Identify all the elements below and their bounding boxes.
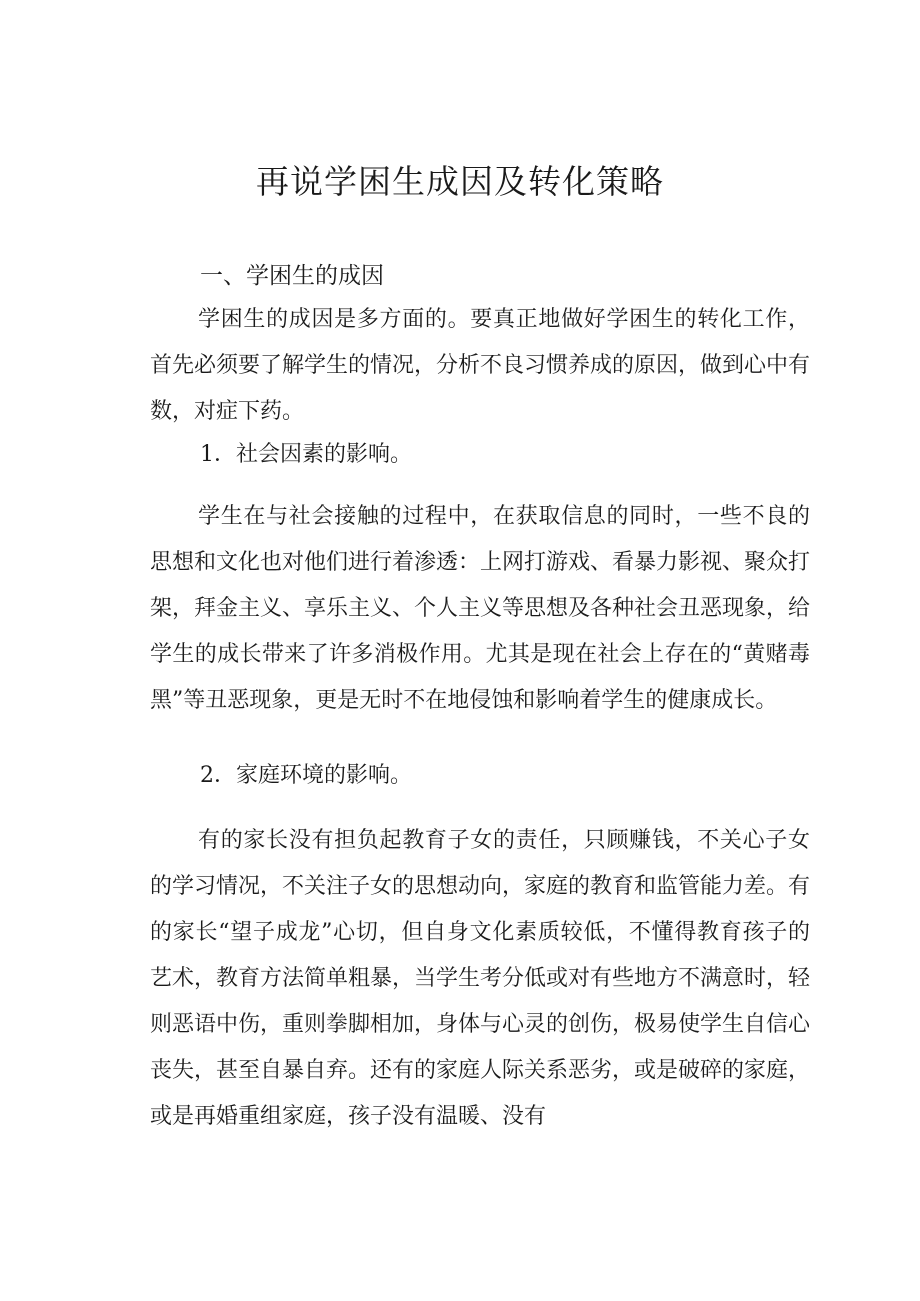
section-heading: 一、学困生的成因 <box>200 263 384 289</box>
subsection-heading-social: 1．社会因素的影响。 <box>200 442 412 467</box>
paragraph-family: 有的家长没有担负起教育子女的责任，只顾赚钱，不关心子女的学习情况，不关注子女的思想动向，家庭的教育和监管能力差。有的家长“望子成龙”心切，但自身文化素质较低，不懂得教育孩子的艺术，教育方法简单粗暴，当学生考分低或对有些地方不满意时，轻则恶语中伤，重则拳脚相加，身体与心灵的创伤，极易使学生自信心丧失，甚至自暴自弃。还有的家庭人际关系恶劣，或是破碎的家庭，或是再婚重组家庭，孩子没有温暖、没有 <box>150 828 811 1129</box>
paragraph-social: 学生在与社会接触的过程中，在获取信息的同时，一些不良的思想和文化也对他们进行着渗透：上网打游戏、看暴力影视、聚众打架，拜金主义、享乐主义、个人主义等思想及各种社会丑恶现象，给学生的成长带来了许多消极作用。尤其是现在社会上存在的“黄赌毒黑”等丑恶现象，更是无时不在地侵蚀和影响着学生的健康成长。 <box>150 504 811 713</box>
subsection-heading-family: 2．家庭环境的影响。 <box>200 763 412 788</box>
intro-paragraph: 学困生的成因是多方面的。要真正地做好学困生的转化工作，首先必须要了解学生的情况，分析不良习惯养成的原因，做到心中有数，对症下药。 <box>150 307 811 424</box>
document-title: 再说学困生成因及转化策略 <box>256 162 664 201</box>
